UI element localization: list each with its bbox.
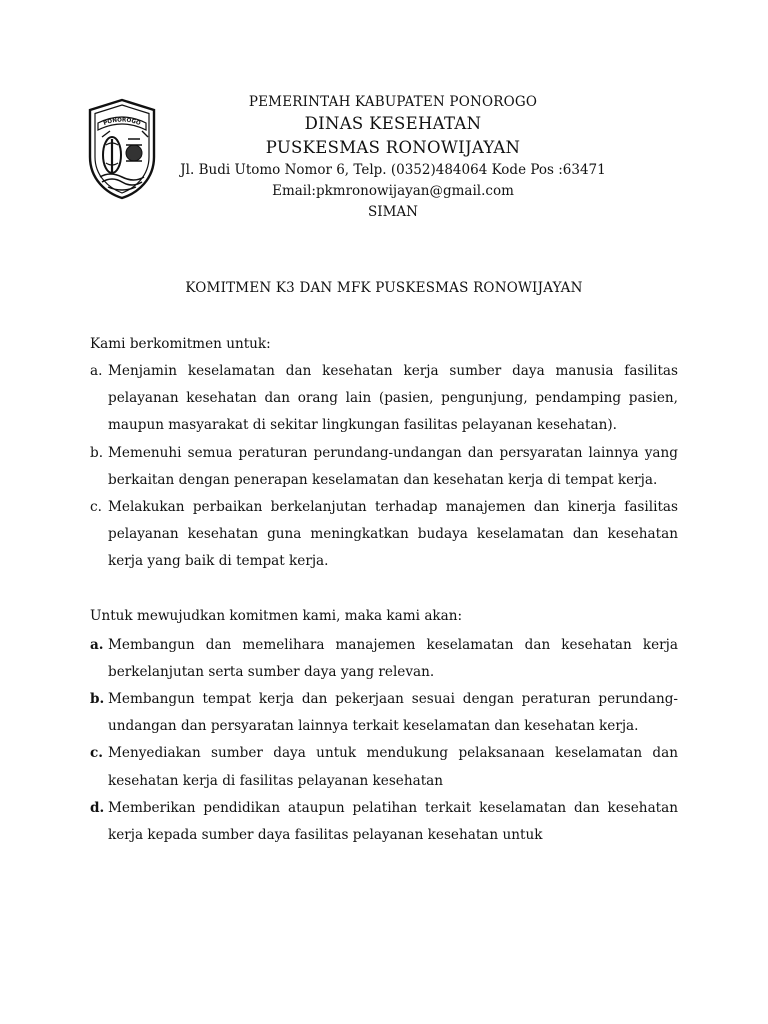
list-item [90, 740, 678, 794]
list-marker: d. [90, 799, 105, 816]
list-item [90, 358, 678, 440]
list-marker: b. [90, 691, 105, 708]
address-line: Jl. Budi Utomo Nomor 6, Telp. (0352)484064 Kode Pos :63471 [180, 162, 606, 178]
list-marker: c. [90, 745, 104, 762]
commitment-intro: Kami berkomitmen untuk: [90, 336, 271, 352]
list-item-text: Membangun tempat kerja dan pekerjaan sesuai dengan peraturan perundang-undangan dan persyaratan lainnya terkait keselamatan dan kesehatan kerja. [108, 691, 678, 735]
document-body [90, 332, 678, 849]
puskesmas-name: PUSKESMAS RONOWIJAYAN [265, 138, 521, 157]
document-title: KOMITMEN K3 DAN MFK PUSKESMAS RONOWIJAYAN [185, 280, 583, 296]
commitment-list [90, 358, 678, 576]
list-item [90, 686, 678, 740]
list-item [90, 632, 678, 686]
list-item [90, 494, 678, 576]
action-intro: Untuk mewujudkan komitmen kami, maka kami akan: [90, 607, 463, 624]
list-item [90, 440, 678, 494]
city-line: SIMAN [368, 204, 418, 220]
list-marker: a. [90, 636, 104, 653]
letterhead [160, 92, 626, 223]
list-item-text: Menyediakan sumber daya untuk mendukung pelaksanaan keselamatan dan kesehatan kerja di fasilitas pelayanan kesehatan [108, 745, 678, 789]
department-name: DINAS KESEHATAN [304, 114, 482, 133]
ponorogo-regency-logo [86, 97, 158, 201]
list-item-text: Melakukan perbaikan berkelanjutan terhadap manajemen dan kinerja fasilitas pelayanan kesehatan guna meningkatkan budaya keselamatan dan kesehatan kerja yang baik di tempat kerja. [108, 499, 678, 570]
svg-text:PONOROGO: PONOROGO [102, 117, 142, 127]
list-item-text: Membangun dan memelihara manajemen keselamatan dan kesehatan kerja berkelanjutan serta sumber daya yang relevan. [108, 636, 678, 680]
list-item [90, 795, 678, 849]
list-item-text: Memenuhi semua peraturan perundang-undangan dan persyaratan lainnya yang berkaitan dengan penerapan keselamatan dan kesehatan kerja di tempat kerja. [108, 444, 678, 488]
government-name: PEMERINTAH KABUPATEN PONOROGO [248, 94, 538, 110]
list-item-text: Menjamin keselamatan dan kesehatan kerja sumber daya manusia fasilitas pelayanan kesehatan dan orang lain (pasien, pengunjung, pendamping pasien, maupun masyarakat di sekitar lingkungan fasilitas pelayanan kesehatan). [108, 363, 678, 434]
list-marker: a. [90, 363, 103, 379]
list-marker: c. [90, 499, 102, 516]
list-marker: b. [90, 444, 104, 461]
email-line: Email:pkmronowijayan@gmail.com [272, 183, 514, 199]
list-item-text: Memberikan pendidikan ataupun pelatihan terkait keselamatan dan kesehatan kerja kepada sumber daya fasilitas pelayanan kesehatan untuk [108, 799, 678, 844]
action-list [90, 632, 678, 850]
